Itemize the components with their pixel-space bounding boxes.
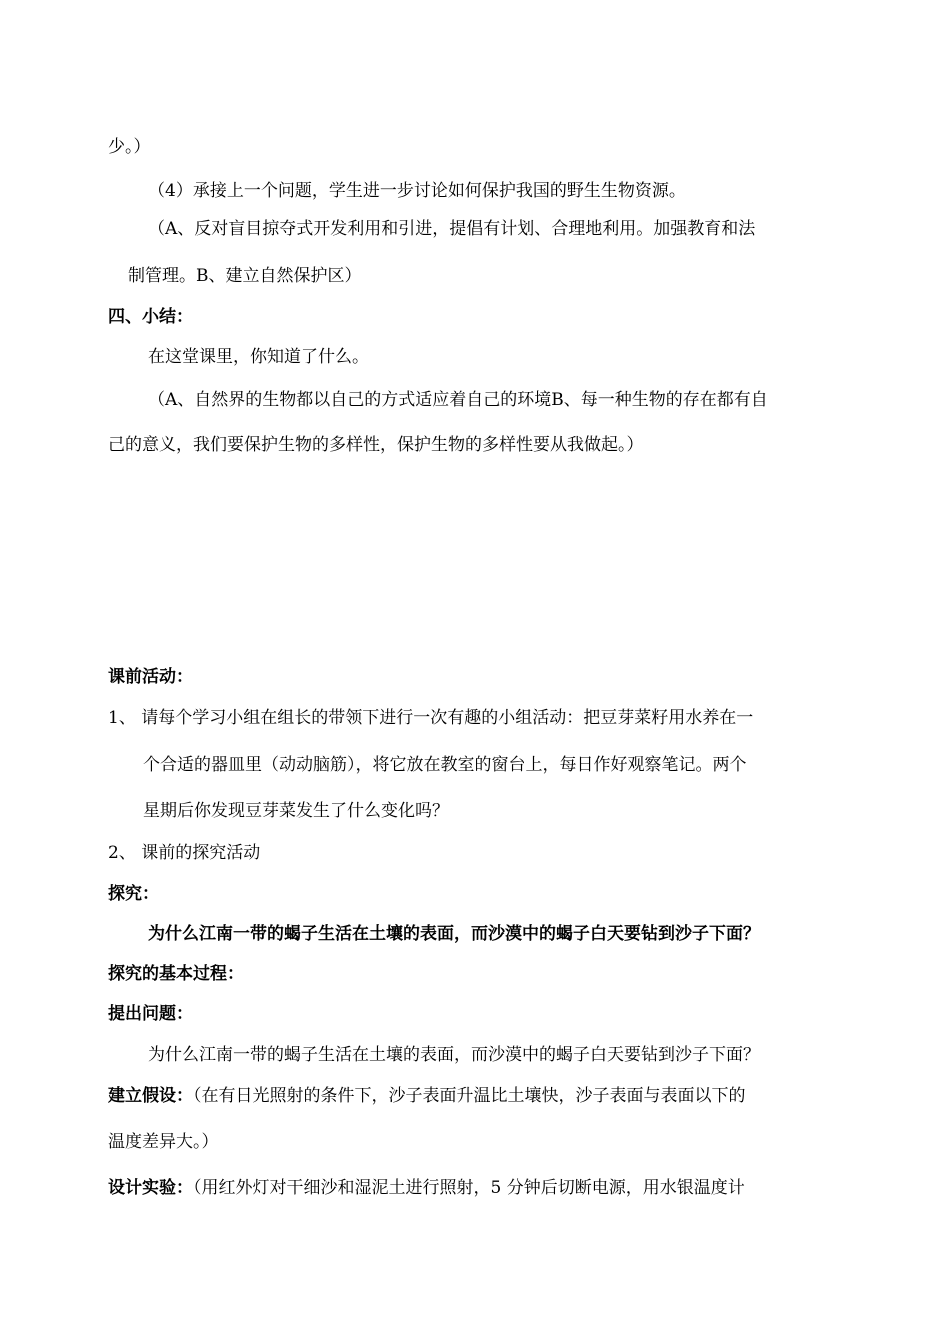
- text-line-11: 个合适的器皿里（动动脑筋），将它放在教室的窗台上，每日作好观察笔记。两个: [143, 755, 747, 775]
- text-line-18: 为什么江南一带的蝎子生活在土壤的表面，而沙漠中的蝎子白天要钻到沙子下面？: [148, 1045, 760, 1065]
- section-heading-summary: 四、小结：: [108, 307, 193, 327]
- text-line-1: 少。）: [108, 137, 151, 157]
- experiment-label: 设计实验：: [108, 1178, 193, 1198]
- text-line-21: [108, 1177, 745, 1199]
- text-line-2: （4）承接上一个问题，学生进一步讨论如何保护我国的野生生物资源。: [148, 181, 686, 201]
- text-line-3: （A、反对盲目掠夺式开发利用和引进，提倡有计划、合理地利用。加强教育和法: [148, 219, 756, 239]
- section-heading-question: 提出问题：: [108, 1004, 193, 1024]
- explore-question: 为什么江南一带的蝎子生活在土壤的表面，而沙漠中的蝎子白天要钻到沙子下面？: [148, 924, 760, 944]
- section-heading-explore: 探究：: [108, 884, 159, 904]
- text-line-8: 己的意义，我们要保护生物的多样性，保护生物的多样性要从我做起。）: [108, 435, 644, 455]
- hypothesis-label: 建立假设：: [108, 1086, 193, 1106]
- hypothesis-text: （在有日光照射的条件下，沙子表面升温比土壤快，沙子表面与表面以下的: [193, 1086, 746, 1106]
- text-line-4: 制管理。B、建立自然保护区）: [128, 266, 362, 286]
- section-heading-process: 探究的基本过程：: [108, 964, 244, 984]
- experiment-text: （用红外灯对干细沙和湿泥土进行照射，5 分钟后切断电源，用水银温度计: [193, 1178, 745, 1198]
- text-line-13: 2、 课前的探究活动: [108, 843, 261, 863]
- text-line-19: [108, 1085, 746, 1107]
- text-line-10: 1、 请每个学习小组在组长的带领下进行一次有趣的小组活动：把豆芽菜籽用水养在一: [108, 708, 754, 728]
- section-heading-pre-class: 课前活动：: [108, 667, 193, 687]
- text-line-20: 温度差异大。）: [108, 1132, 219, 1152]
- text-line-12: 星期后你发现豆芽菜发生了什么变化吗？: [143, 801, 449, 821]
- text-line-7: （A、自然界的生物都以自己的方式适应着自己的环境B、每一种生物的存在都有自: [148, 390, 768, 410]
- text-line-6: 在这堂课里，你知道了什么。: [148, 347, 369, 367]
